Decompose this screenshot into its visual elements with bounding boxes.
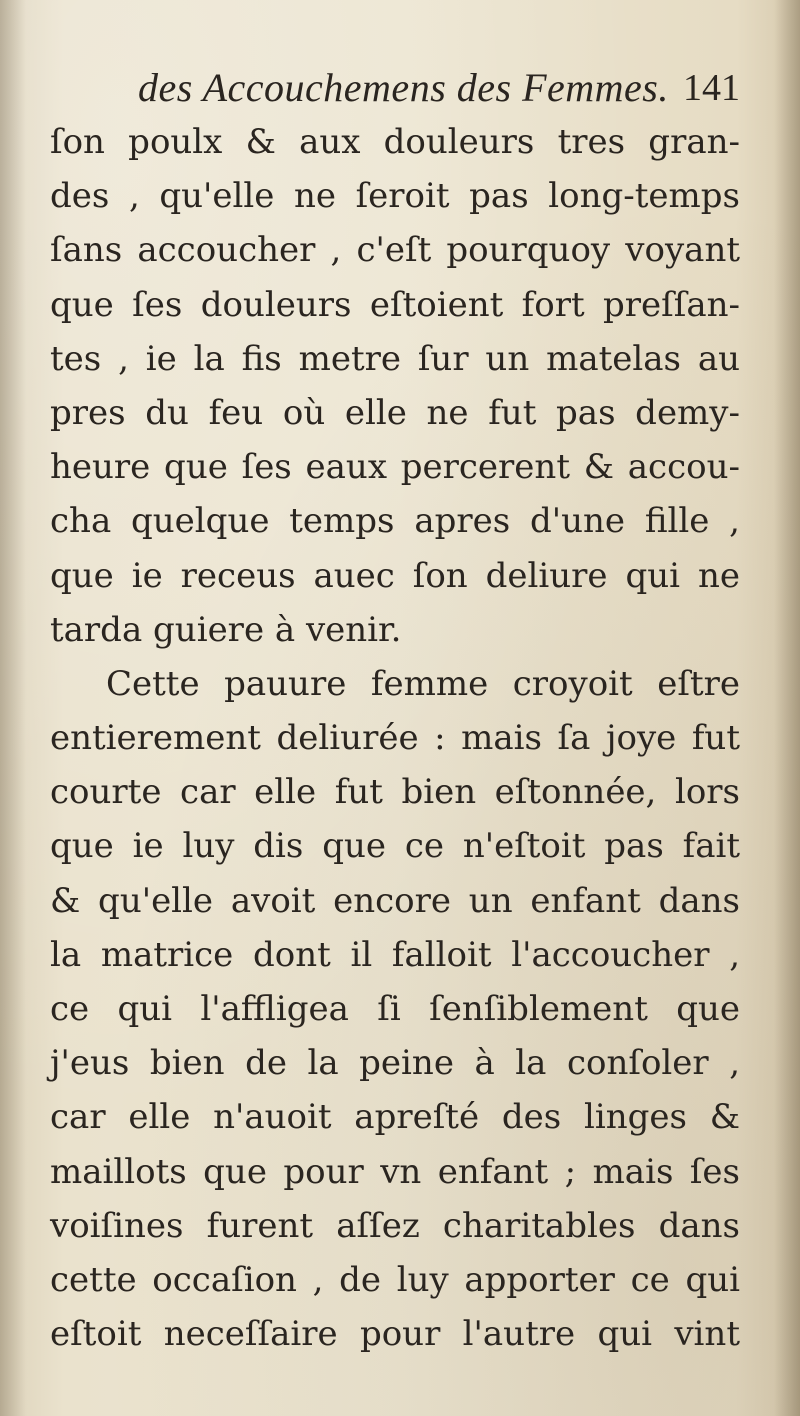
running-head: [138, 62, 740, 114]
text-line: courte car elle fut bien eſtonnée, lors: [50, 772, 740, 813]
text-line: la matrice dont il falloit l'accoucher ,: [50, 934, 740, 975]
text-line: voiſines furent aſſez charitables dans: [50, 1205, 740, 1246]
text-line: pres du feu où elle ne fut pas demy-: [50, 392, 740, 433]
text-line: car elle n'auoit apreſté des linges &: [50, 1097, 740, 1138]
running-head-title: des Accouchemens des Femmes.: [138, 65, 669, 110]
paragraph-first-line: Cette pauure femme croyoit eſtre: [106, 663, 740, 704]
text-line: cha quelque temps apres d'une fille ,: [50, 501, 740, 542]
text-line: & qu'elle avoit encore un enfant dans: [50, 880, 740, 921]
text-line: entierement deliurée : mais ſa joye fut: [50, 718, 740, 759]
body-text: [50, 115, 740, 1361]
text-line: ce qui l'affligea ſi ſenſiblement que: [50, 989, 740, 1029]
text-line: que ſes douleurs eſtoient fort preſſan-: [50, 284, 740, 325]
text-line: des , qu'elle ne ſeroit pas long-temps: [50, 176, 740, 217]
text-line: heure que ſes eaux percerent & accou-: [50, 447, 740, 488]
text-line: que ie luy dis que ce n'eſtoit pas fait: [50, 826, 740, 867]
text-line: j'eus bien de la peine à la conſoler ,: [50, 1043, 740, 1084]
text-line: ſans accoucher , c'eſt pourquoy voyant: [50, 230, 740, 271]
text-line: que ie receus auec ſon deliure qui ne: [50, 555, 740, 596]
page-number: 141: [683, 67, 740, 109]
text-line: ſon poulx & aux douleurs tres gran-: [50, 122, 740, 162]
text-line: cette occaſion , de luy apporter ce qui: [50, 1259, 740, 1300]
page-right-edge-shadow: [774, 0, 800, 1416]
paragraph-last-line: tarda guiere à venir.: [50, 609, 402, 650]
text-line: maillots que pour vn enfant ; mais ſes: [50, 1151, 740, 1192]
text-line: eſtoit neceſſaire pour l'autre qui vint: [50, 1314, 740, 1355]
page-left-edge-shadow: [0, 0, 26, 1416]
text-line: tes , ie la fis metre ſur un matelas au: [50, 338, 740, 379]
